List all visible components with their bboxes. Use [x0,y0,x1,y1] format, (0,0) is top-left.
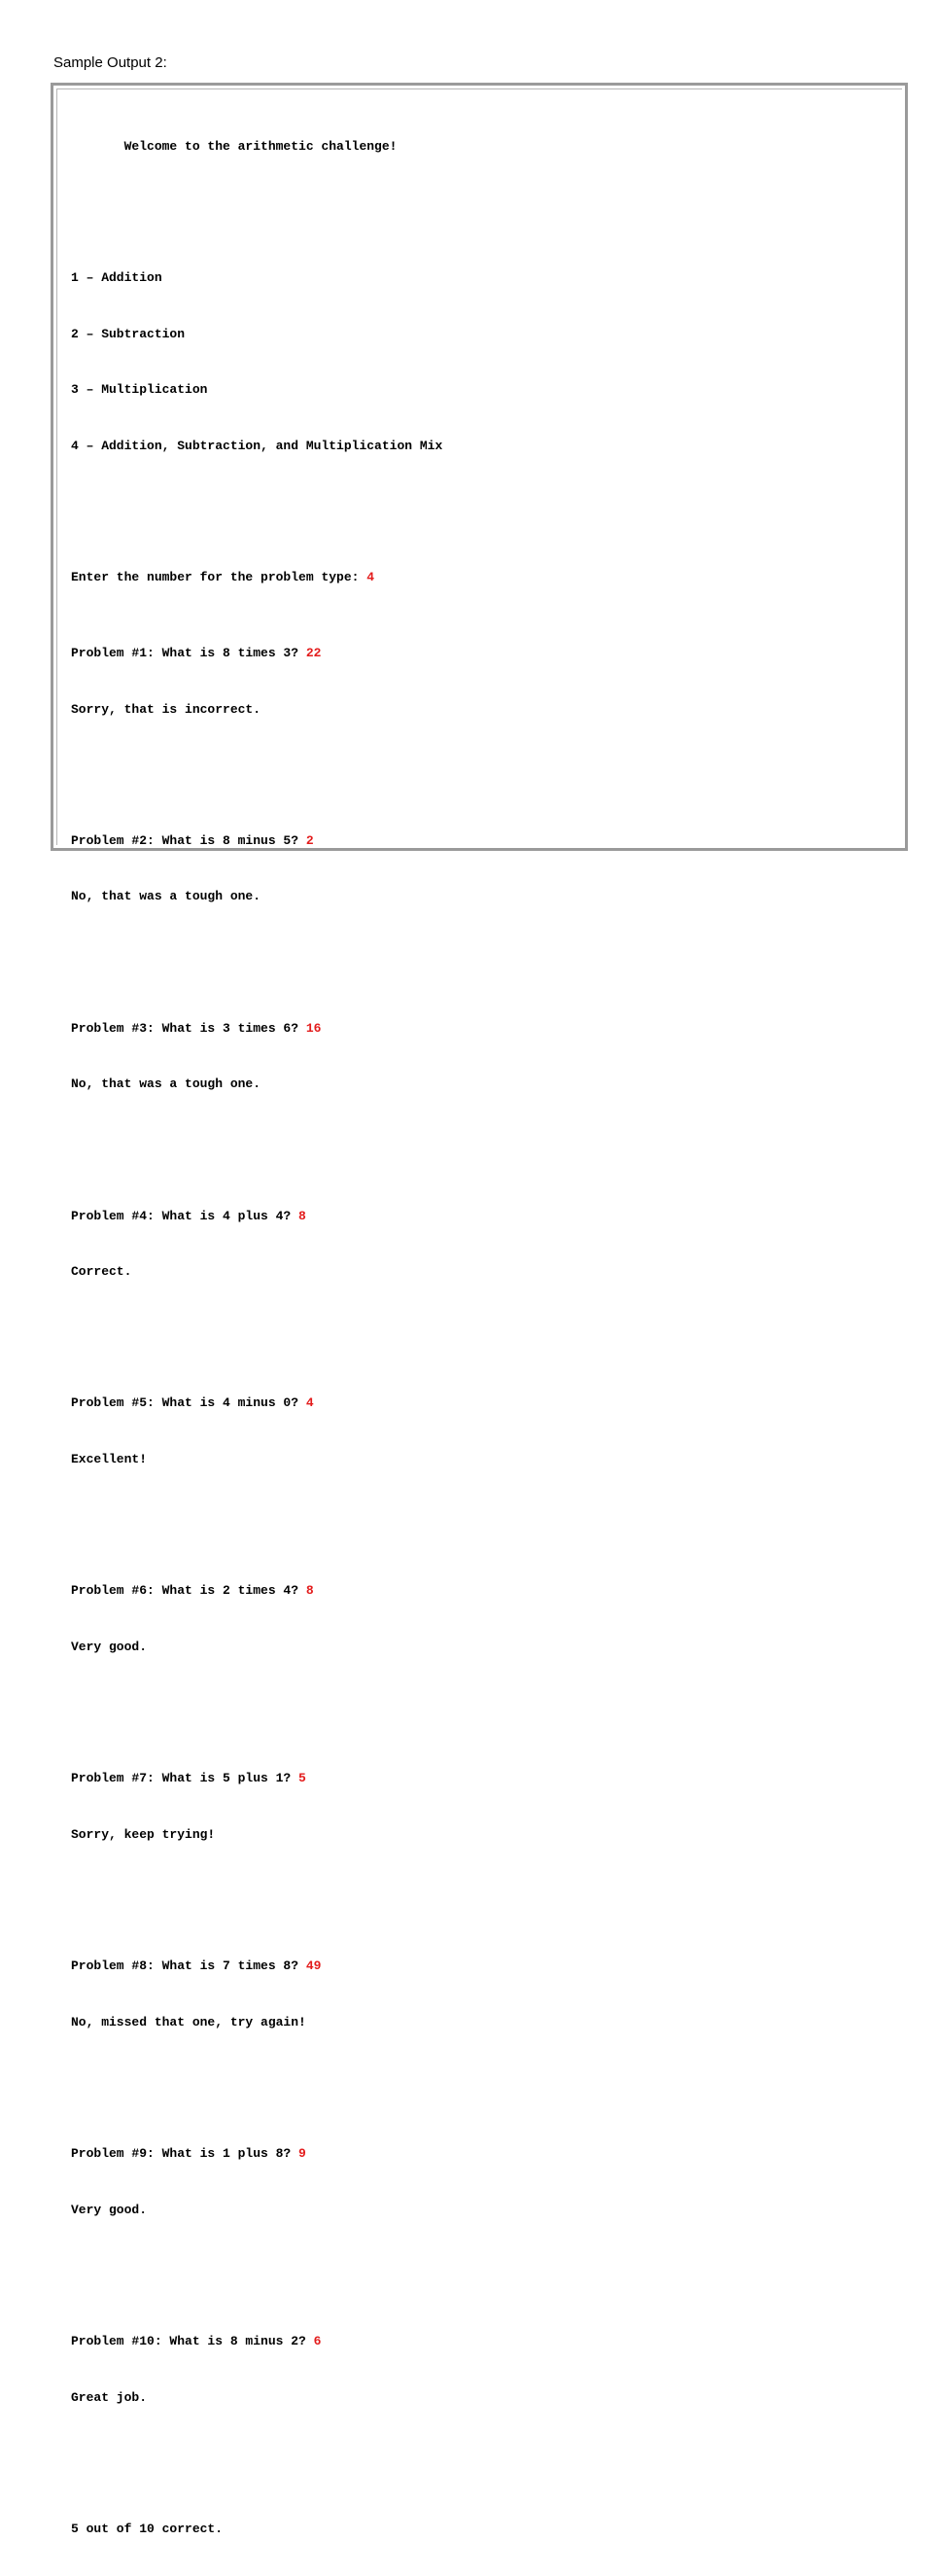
problem-4-feedback: Correct. [71,1264,132,1280]
user-answer: 8 [298,1208,306,1223]
problem-1-line [71,644,442,662]
menu-item-subtraction: 2 – Subtraction [71,326,186,341]
problem-type-input: 4 [366,570,375,585]
problem-type-prompt-text: Enter the number for the problem type: [71,570,367,585]
menu-item-multiplication: 3 – Multiplication [71,382,208,398]
problem-4-line [71,1207,442,1225]
user-answer: 9 [298,2146,306,2162]
problem-8-feedback: No, missed that one, try again! [71,2015,306,2030]
problem-prompt: Problem #8: What is 7 times 8? [71,1958,306,1974]
problem-prompt: Problem #7: What is 5 plus 1? [71,1771,299,1786]
problem-5-feedback: Excellent! [71,1452,148,1467]
user-answer: 4 [305,1395,314,1411]
blank-line [71,1694,442,1712]
problem-7-line [71,1769,442,1787]
console-output-box [51,83,908,2537]
blank-line [71,193,442,211]
problem-2-feedback: No, that was a tough one. [71,889,261,904]
problem-1-feedback: Sorry, that is incorrect. [71,701,261,717]
score-summary: 5 out of 10 correct. [71,2522,224,2537]
problem-prompt: Problem #6: What is 2 times 4? [71,1583,306,1599]
problem-3-feedback: No, that was a tough one. [71,1076,261,1092]
problem-6-feedback: Very good. [71,1640,148,1655]
problem-prompt: Problem #3: What is 3 times 6? [71,1020,306,1036]
problem-prompt: Problem #2: What is 8 minus 5? [71,832,306,848]
blank-line [71,2069,442,2088]
console-text [71,99,442,2576]
problem-prompt: Problem #4: What is 4 plus 4? [71,1208,299,1223]
problem-prompt: Problem #9: What is 1 plus 8? [71,2146,299,2162]
blank-line [71,493,442,512]
problem-7-feedback: Sorry, keep trying! [71,1827,216,1843]
problem-prompt: Problem #10: What is 8 minus 2? [71,2334,314,2349]
problem-5-line [71,1394,442,1412]
problem-3-line [71,1019,442,1038]
user-answer: 49 [305,1958,322,1974]
menu-item-addition: 1 – Addition [71,269,162,285]
blank-line [71,756,442,774]
blank-line [71,1319,442,1337]
blank-line [71,943,442,962]
user-answer: 22 [305,645,322,660]
blank-line [71,1882,442,1900]
console-inner-border [56,88,902,2537]
problem-10-line [71,2332,442,2350]
blank-line [71,2257,442,2276]
problem-prompt: Problem #5: What is 4 minus 0? [71,1395,306,1411]
user-answer: 8 [305,1583,314,1599]
problem-9-feedback: Very good. [71,2203,148,2218]
problem-9-line [71,2144,442,2163]
problem-2-line [71,831,442,850]
welcome-line: Welcome to the arithmetic challenge! [71,138,398,154]
blank-line [71,1506,442,1525]
problem-10-feedback: Great job. [71,2390,148,2406]
user-answer: 2 [305,832,314,848]
problem-8-line [71,1957,442,1975]
problem-prompt: Problem #1: What is 8 times 3? [71,645,306,660]
menu-item-mix: 4 – Addition, Subtraction, and Multiplication Mix [71,439,443,454]
blank-line [71,1131,442,1149]
problem-type-prompt [71,568,442,586]
sample-output-heading: Sample Output 2: [53,54,167,71]
user-answer: 16 [305,1020,322,1036]
problem-6-line [71,1581,442,1600]
blank-line [71,2445,442,2463]
user-answer: 5 [298,1771,306,1786]
user-answer: 6 [313,2334,322,2349]
